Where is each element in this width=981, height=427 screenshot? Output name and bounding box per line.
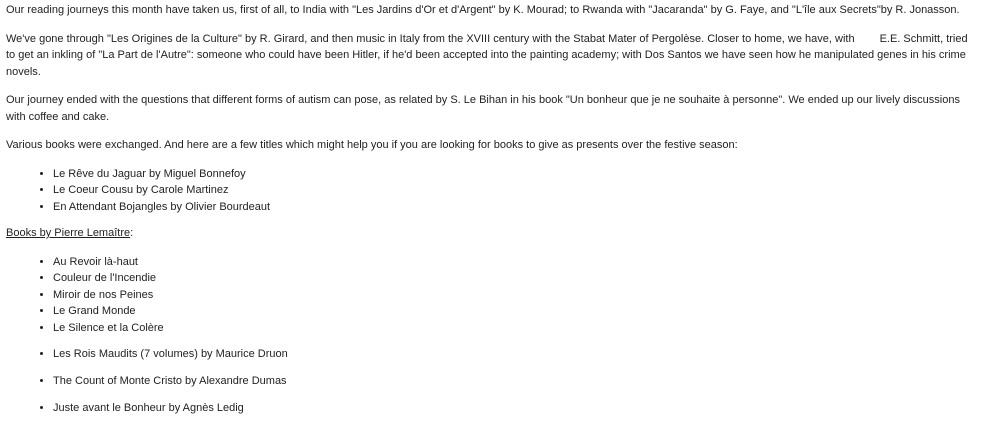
article-body [6,2,978,427]
heading-suffix: : [130,227,134,239]
list-item: • Miroir de nos Peines [53,287,978,304]
list-item: • Le Rêve du Jaguar by Miguel Bonnefoy [53,166,978,183]
paragraph-reading-journeys: Our reading journeys this month have taken us, first of all, to India with "Les Jardins d'Or et d'Argent" by K. Mourad; to Rwanda with "Jacaranda" by G. Faye, and "L'île aux Secrets"by R. Jonasson. [6,4,960,16]
list-item: • Le Coeur Cousu by Carole Martinez [53,182,978,199]
list-item: • En Attendant Bojangles by Olivier Bourdeaut [53,199,978,216]
paragraph-culture-part1: We've gone through "Les Origines de la Culture" by R. Girard, and then music in Italy from the XVIII century with the Stabat Mater of Pergolèse. Closer to home, we have, with [6,32,855,45]
book-list-other [6,346,978,417]
list-item: • Couleur de l'Incendie [53,270,978,287]
list-item: • Les Rois Maudits (7 volumes) by Maurice Druon [53,346,978,363]
paragraph-culture-music [6,31,978,81]
list-item: • Le Grand Monde [53,303,978,320]
list-item: • Juste avant le Bonheur by Agnès Ledig [53,400,978,417]
book-list-gifts [6,166,978,216]
list-item: • The Count of Monte Cristo by Alexandre Dumas [53,373,978,390]
lemaitre-books-link[interactable]: Books by Pierre Lemaître [6,227,131,239]
list-item: • Au Revoir là-haut [53,254,978,271]
list-item: • Le Silence et la Colère [53,320,978,337]
paragraph-books-exchanged: Various books were exchanged. And here are a few titles which might help you if you are looking for books to give as presents over the festive season: [6,139,738,151]
paragraph-culture-part2: E.E. Schmitt, tried to get an inkling of "La Part de l'Autre": someone who could have been Hitler, if he'd been accepted into the painting academy; with Dos Santos we have seen how he manipulated genes in his crime novels. [6,32,968,78]
book-list-lemaitre [6,254,978,337]
heading-lemaitre-books [6,225,978,242]
paragraph-autism: Our journey ended with the questions that different forms of autism can pose, as related by S. Le Bihan in his book "Un bonheur que je ne souhaite à personne". We ended up our lively discussions with coffee and cake. [6,94,960,123]
